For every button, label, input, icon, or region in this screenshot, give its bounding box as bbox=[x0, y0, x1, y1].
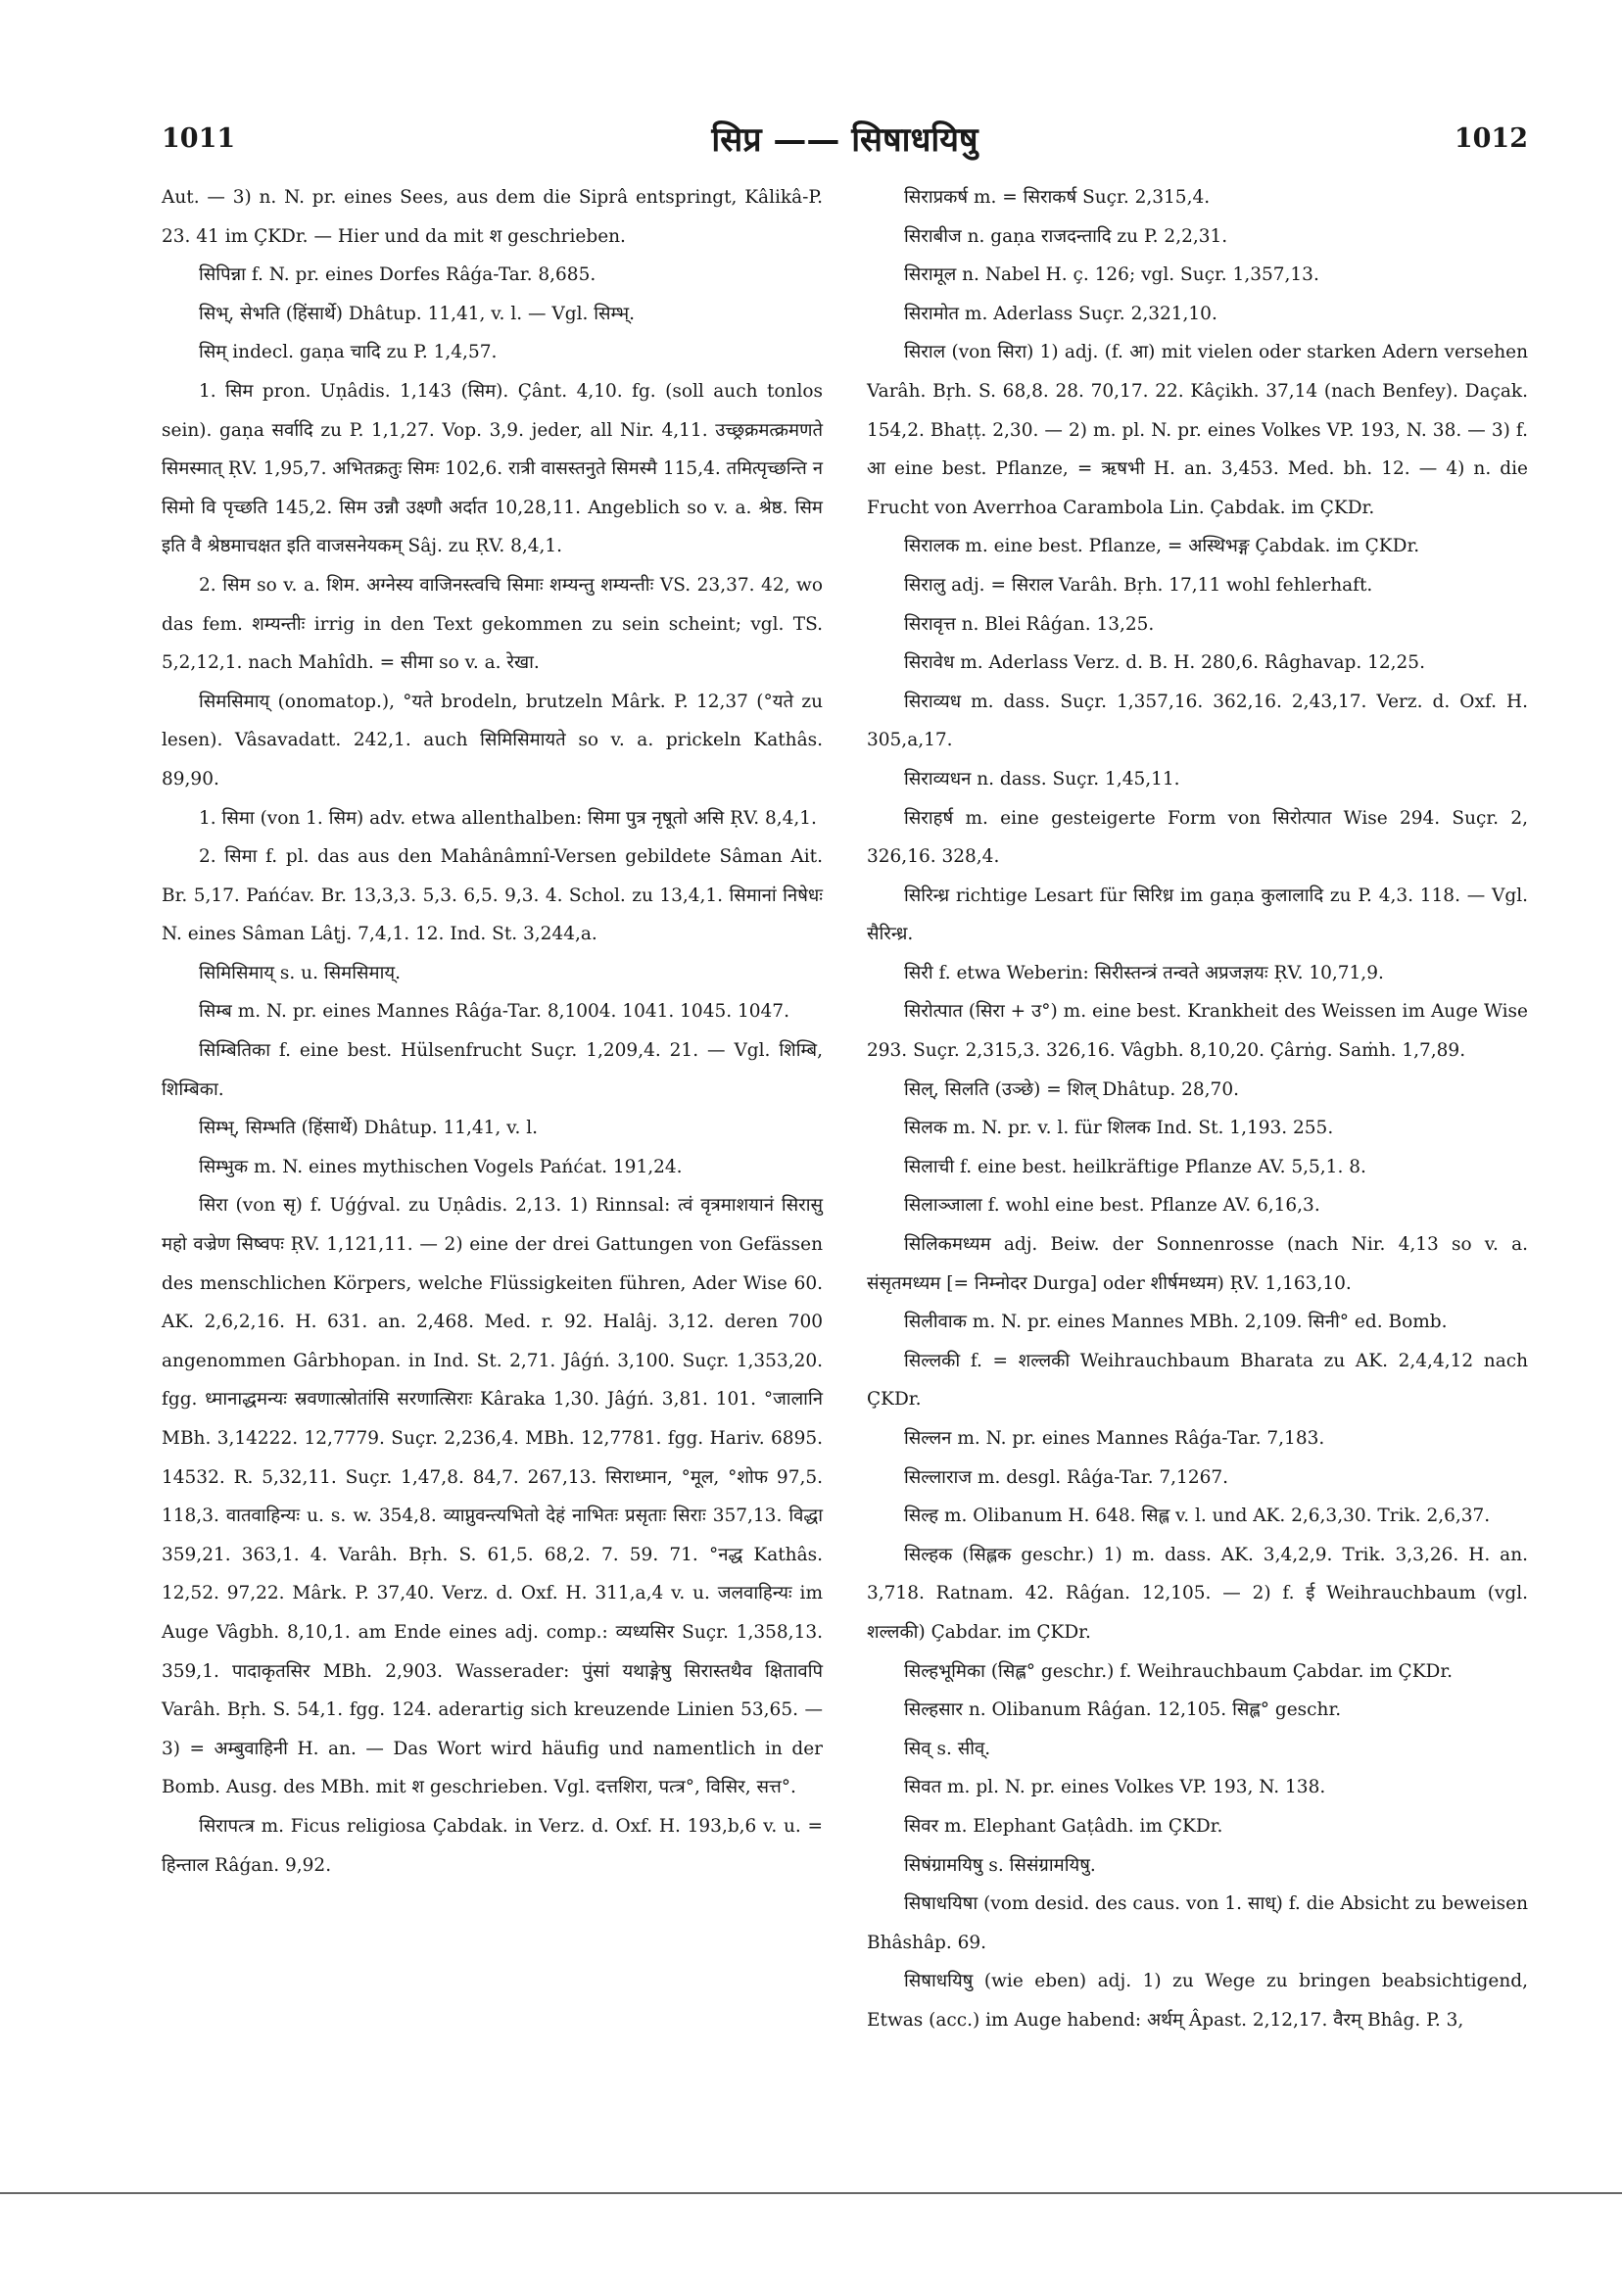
dictionary-entry: सिलक m. N. pr. v. l. für शिलक Ind. St. 1,193. 255. bbox=[904, 1118, 1334, 1139]
dictionary-entry: सिलिकमध्यम adj. Beiw. der Sonnenrosse (nach Nir. 4,13 so v. a. संसृतमध्यम [= निम्नोदर Durga] oder शीर्षमध्यम) ṚV. 1,163,10. bbox=[867, 1234, 1528, 1294]
dictionary-entry: सिरामूल n. Nabel H. ç. 126; vgl. Suçr. 1,357,13. bbox=[904, 264, 1319, 286]
dictionary-entry: सिरापत्त्र m. Ficus religiosa Çabdak. in Verz. d. Oxf. H. 193,b,6 v. u. = हिन्ताल Râǵan. 9,92. bbox=[162, 1815, 823, 1876]
dictionary-entry: सिल्ह m. Olibanum H. 648. सिह्ल v. l. und AK. 2,6,3,30. Trik. 2,6,37. bbox=[904, 1506, 1491, 1527]
dictionary-entry: सिरालु adj. = सिराल Varâh. Bṛh. 17,11 wohl fehlerhaft. bbox=[904, 574, 1373, 596]
dictionary-entry: सिलाची f. eine best. heilkräftige Pflanze AV. 5,5,1. 8. bbox=[904, 1156, 1366, 1177]
dictionary-entry: सिराहर्ष m. eine gesteigerte Form von सिरोत्पात Wise 294. Suçr. 2, 326,16. 328,4. bbox=[867, 807, 1528, 868]
dictionary-entry: सिरोत्पात (सिरा + उ°) m. eine best. Krankheit des Weissen im Auge Wise 293. Suçr. 2,315,3. 326,16. Vâgbh. 8,10,20. Çârṅg. Saṁh. 1,7,89. bbox=[867, 1001, 1528, 1062]
dictionary-entry: सिमसिमाय् (onomatop.), °यते brodeln, brutzeln Mârk. P. 12,37 (°यते zu lesen). Vâsavadatt. 242,1. auch सिमिसिमायते so v. a. prickeln Kathâs. 89,90. bbox=[162, 691, 823, 789]
left-column bbox=[162, 178, 823, 1885]
dictionary-entry: सिरालक m. eine best. Pflanze, = अस्थिभङ्ग Çabdak. im ÇKDr. bbox=[904, 536, 1420, 557]
dictionary-entry: सिराव्यध m. dass. Suçr. 1,357,16. 362,16. 2,43,17. Verz. d. Oxf. H. 305,a,17. bbox=[867, 691, 1528, 751]
dictionary-entry: सिल्लन m. N. pr. eines Mannes Râǵa-Tar. 7,183. bbox=[904, 1428, 1325, 1449]
bottom-rule bbox=[0, 2192, 1622, 2194]
dictionary-entry: सिल्हभूमिका (सिह्ल° geschr.) f. Weihrauchbaum Çabdar. im ÇKDr. bbox=[904, 1660, 1454, 1682]
dictionary-entry: सिषंग्रामयिषु s. सिसंग्रामयिषु. bbox=[904, 1854, 1096, 1876]
dictionary-entry: सिराबीज n. gaṇa राजदन्तादि zu P. 2,2,31. bbox=[904, 225, 1228, 247]
dictionary-entry: सिरावृत्त n. Blei Râǵan. 13,25. bbox=[904, 613, 1155, 635]
dictionary-entry: सिवर m. Elephant Gaṭâdh. im ÇKDr. bbox=[904, 1815, 1223, 1837]
dictionary-entry: सिम्ब m. N. pr. eines Mannes Râǵa-Tar. 8,1004. 1041. 1045. 1047. bbox=[199, 1001, 789, 1023]
dictionary-entry: सिराप्रकर्ष m. = सिराकर्ष Suçr. 2,315,4. bbox=[904, 187, 1211, 208]
page-number-right: 1012 bbox=[1454, 123, 1528, 154]
dictionary-entry: Aut. — 3) n. N. pr. eines Sees, aus dem die Siprâ entspringt, Kâlikâ-P. 23. 41 im ÇKDr. — Hier und da mit श geschrieben. bbox=[162, 187, 823, 247]
dictionary-entry: सिल्हसार n. Olibanum Râǵan. 12,105. सिह्ल° geschr. bbox=[904, 1699, 1342, 1721]
dictionary-entry: सिम्भुक m. N. eines mythischen Vogels Pańćat. 191,24. bbox=[199, 1156, 683, 1177]
dictionary-entry: सिल्, सिलति (उञ्छे) = शिल् Dhâtup. 28,70. bbox=[904, 1078, 1239, 1100]
dictionary-entry: सिरावेध m. Aderlass Verz. d. B. H. 280,6. Râghavap. 12,25. bbox=[904, 652, 1425, 674]
dictionary-entry: सिल्लकी f. = शल्लकी Weihrauchbaum Bharata zu AK. 2,4,4,12 nach ÇKDr. bbox=[867, 1350, 1528, 1411]
dictionary-entry: सिव् s. सीव्. bbox=[904, 1738, 991, 1759]
dictionary-entry: सिरिन्ध्र richtige Lesart für सिरिध्र im gaṇa कुलालादि zu P. 4,3. 118. — Vgl. सैरिन्ध्र. bbox=[867, 885, 1528, 945]
dictionary-entry: सिभ्, सेभति (हिंसार्थे) Dhâtup. 11,41, v. l. — Vgl. सिम्भ्. bbox=[199, 303, 635, 324]
dictionary-entry: सिरामोत m. Aderlass Suçr. 2,321,10. bbox=[904, 303, 1217, 324]
dictionary-entry: सिषाधयिषा (vom desid. des caus. von 1. साध्) f. die Absicht zu beweisen Bhâshâp. 69. bbox=[867, 1893, 1528, 1953]
dictionary-entry: सिपिन्ना f. N. pr. eines Dorfes Râǵa-Tar. 8,685. bbox=[199, 264, 596, 286]
dictionary-entry: सिवत m. pl. N. pr. eines Volkes VP. 193, N. 138. bbox=[904, 1777, 1326, 1798]
running-head: सिप्र —— सिषाधयिषु bbox=[711, 120, 978, 160]
dictionary-entry: सिल्हक (सिह्लक geschr.) 1) m. dass. AK. 3,4,2,9. Trik. 3,3,26. H. an. 3,718. Ratnam. 42. Râǵan. 12,105. — 2) f. ई Weihrauchbaum (vgl. शल्लकी) Çabdar. im ÇKDr. bbox=[867, 1544, 1528, 1643]
dictionary-entry: सिलीवाक m. N. pr. eines Mannes MBh. 2,109. सिनी° ed. Bomb. bbox=[904, 1312, 1448, 1333]
dictionary-entry: 1. सिमा (von 1. सिम) adv. etwa allenthalben: सिमा पुत्र नृषूतो असि ṚV. 8,4,1. bbox=[199, 807, 817, 829]
page-header bbox=[162, 116, 1528, 165]
dictionary-entry: सिरा (von सृ) f. Uǵǵval. zu Uṇâdis. 2,13. 1) Rinnsal: त्वं वृत्रमाशयानं सिरासु महो वज्रेण सिष्वपः ṚV. 1,121,11. — 2) eine der drei Gattungen von Gefässen des menschlichen Körpers, welche Flüssigkeiten führen, Ader Wise 60. AK. 2,6,2,16. H. 631. an. 2,468. Med. r. 92. Halâj. 3,12. deren 700 angenommen Gârbhopan. in Ind. St. 2,71. Jâǵń. 3,100. Suçr. 1,353,20. fgg. ध्मानाद्धमन्यः स्रवणात्स्रोतांसि सरणात्सिराः Kâraka 1,30. Jâǵń. 3,81. 101. °जालानि MBh. 3,14222. 12,7779. Suçr. 2,236,4. MBh. 12,7781. fgg. Hariv. 6895. 14532. R. 5,32,11. Suçr. 1,47,8. 84,7. 267,13. सिराध्मान, °मूल, °शोफ 97,5. 118,3. वातवाहिन्यः u. s. w. 354,8. व्याप्नुवन्त्यभितो देहं नाभितः प्रसृताः सिराः 357,13. विद्धा 359,21. 363,1. 4. Varâh. Bṛh. S. 61,5. 68,2. 7. 59. 71. °नद्ध Kathâs. 12,52. 97,22. Mârk. P. 37,40. Verz. d. Oxf. H. 311,a,4 v. u. जलवाहिन्यः im Auge Vâgbh. 8,10,1. am Ende eines adj. comp.: व्यध्यसिर Suçr. 1,358,13. 359,1. पादाकृतसिर MBh. 2,903. Wasserader: पुंसां यथाङ्गेषु सिरास्तथैव क्षितावपि Varâh. Bṛh. S. 54,1. fgg. 124. aderartig sich kreuzende Linien 53,65. — 3) = अम्बुवाहिनी H. an. — Das Wort wird häufig und namentlich in der Bomb. Ausg. des MBh. mit श geschrieben. Vgl. दत्तशिरा, पत्त्र°, विसिर, सत्त°. bbox=[162, 1195, 823, 1798]
dictionary-entry: सिमिसिमाय् s. u. सिमसिमाय्. bbox=[199, 962, 401, 983]
dictionary-entry: 2. सिमा f. pl. das aus den Mahânâmnî-Versen gebildete Sâman Ait. Br. 5,17. Pańćav. Br. 13,3,3. 5,3. 6,5. 9,3. 4. Schol. zu 13,4,1. सिमानां निषेधः N. eines Sâman Lâṭj. 7,4,1. 12. Ind. St. 3,244,a. bbox=[162, 846, 823, 945]
dictionary-entry: सिल्लाराज m. desgl. Râǵa-Tar. 7,1267. bbox=[904, 1466, 1229, 1488]
dictionary-entry: सिषाधयिषु (wie eben) adj. 1) zu Wege zu bringen beabsichtigend, Etwas (acc.) im Auge habend: अर्थम् Âpast. 2,12,17. वैरम् Bhâg. P. 3, bbox=[867, 1971, 1528, 2031]
dictionary-entry: सिलाञ्जाला f. wohl eine best. Pflanze AV. 6,16,3. bbox=[904, 1195, 1320, 1217]
dictionary-entry: 2. सिम so v. a. शिम. अग्नेस्य वाजिनस्त्वचि सिमाः शम्यन्तु शम्यन्तीः VS. 23,37. 42, wo das fem. शम्यन्तीः irrig in den Text gekommen zu sein scheint; vgl. TS. 5,2,12,1. nach Mahîdh. = सीमा so v. a. रेखा. bbox=[162, 574, 823, 674]
dictionary-entry: सिराव्यधन n. dass. Suçr. 1,45,11. bbox=[904, 768, 1180, 789]
dictionary-entry: 1. सिम pron. Uṇâdis. 1,143 (सिम). Çânt. 4,10. fg. (soll auch tonlos sein). gaṇa सर्वादि zu P. 1,1,27. Vop. 3,9. jeder, all Nir. 4,11. उच्छ्रक्रमत्क्रमणते सिमस्मात् ṚV. 1,95,7. अभितक्रतुः सिमः 102,6. रात्री वासस्तनुते सिमस्मै 115,4. तमित्पृच्छन्ति न सिमो वि पृच्छति 145,2. सिम उन्नौ उक्ष्णौ अर्दात 10,28,11. Angeblich so v. a. श्रेष्ठ. सिम इति वै श्रेष्ठमाचक्षत इति वाजसनेयकम् Sâj. zu ṚV. 8,4,1. bbox=[162, 380, 823, 557]
dictionary-entry: सिम्भ्, सिम्भति (हिंसार्थे) Dhâtup. 11,41, v. l. bbox=[199, 1118, 539, 1139]
right-column bbox=[867, 178, 1528, 2040]
page-number-left: 1011 bbox=[162, 123, 236, 154]
dictionary-entry: सिम्बितिका f. eine best. Hülsenfrucht Suçr. 1,209,4. 21. — Vgl. शिम्बि, शिम्बिका. bbox=[162, 1040, 823, 1100]
dictionary-entry: सिम् indecl. gaṇa चादि zu P. 1,4,57. bbox=[199, 342, 498, 363]
dictionary-entry: सिराल (von सिरा) 1) adj. (f. आ) mit vielen oder starken Adern versehen Varâh. Bṛh. S. 68,8. 28. 70,17. 22. Kâçikh. 37,14 (nach Benfey). Daçak. 154,2. Bhaṭṭ. 2,30. — 2) m. pl. N. pr. eines Volkes VP. 193, N. 38. — 3) f. आ eine best. Pflanze, = ऋषभी H. an. 3,453. Med. bh. 12. — 4) n. die Frucht von Averrhoa Carambola Lin. Çabdak. im ÇKDr. bbox=[867, 342, 1528, 518]
dictionary-entry: सिरी f. etwa Weberin: सिरीस्तन्त्रं तन्वते अप्रजज्ञयः ṚV. 10,71,9. bbox=[904, 962, 1384, 983]
